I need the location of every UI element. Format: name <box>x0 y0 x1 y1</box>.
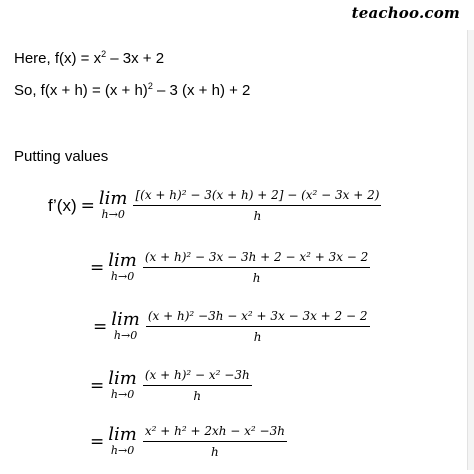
derivative-step-1 <box>48 188 381 223</box>
fraction-numerator: (x + h)² − 3x − 3h + 2 − x² + 3x − 2 <box>143 250 370 268</box>
fraction-numerator: [(x + h)² − 3(x + h) + 2] − (x² − 3x + 2) <box>133 188 381 206</box>
derivative-lhs: f’(x) <box>48 195 77 215</box>
limit-subscript: h→0 <box>101 208 125 221</box>
equals-sign: = <box>90 375 105 396</box>
equals-sign: = <box>90 257 105 278</box>
putting-values-label: Putting values <box>14 148 109 165</box>
fraction-denominator: h <box>193 389 202 403</box>
given-function-rest: – 3x + 2 <box>106 50 165 67</box>
given-function-line <box>14 50 164 67</box>
vertical-scrollbar[interactable] <box>467 30 474 470</box>
fraction-denominator: h <box>253 209 262 223</box>
limit-subscript: h→0 <box>110 388 135 401</box>
limit-word: lim <box>108 424 137 445</box>
derivative-step-4 <box>90 368 252 403</box>
fraction-numerator: (x + h)² − x² −3h <box>143 368 252 386</box>
fraction <box>143 250 370 285</box>
limit-operator <box>108 370 137 401</box>
fraction-denominator: h <box>211 445 219 459</box>
equals-sign: = <box>90 431 105 452</box>
limit-subscript: h→0 <box>110 270 135 283</box>
fraction <box>143 368 252 403</box>
shifted-function-rest: – 3 (x + h) + 2 <box>152 82 251 99</box>
equals-sign: = <box>93 316 108 337</box>
given-function-text: Here, f(x) = x <box>14 50 102 67</box>
limit-subscript: h→0 <box>110 444 135 457</box>
fraction-numerator: x² + h² + 2xh − x² −3h <box>143 424 287 442</box>
fraction-numerator: (x + h)² −3h − x² + 3x − 3x + 2 − 2 <box>146 309 370 327</box>
limit-operator <box>99 190 128 221</box>
shifted-function-line <box>14 82 250 99</box>
shifted-function-exponent: 2 <box>147 81 153 91</box>
limit-word: lim <box>108 368 137 389</box>
derivative-step-5 <box>90 424 287 459</box>
limit-word: lim <box>111 309 140 330</box>
limit-operator <box>111 311 140 342</box>
teachoo-logo: teachoo.com <box>351 4 460 22</box>
fraction <box>143 424 287 459</box>
fraction <box>133 188 381 223</box>
fraction <box>146 309 370 344</box>
limit-word: lim <box>98 188 128 209</box>
limit-subscript: h→0 <box>113 329 138 342</box>
shifted-function-text: So, f(x + h) = (x + h) <box>14 82 148 99</box>
limit-word: lim <box>108 250 137 271</box>
derivative-step-3 <box>93 309 370 344</box>
equals-sign: = <box>80 195 95 216</box>
fraction-denominator: h <box>252 271 261 285</box>
limit-operator <box>108 426 137 457</box>
limit-operator <box>108 252 137 283</box>
given-function-exponent: 2 <box>101 49 107 59</box>
derivative-step-2 <box>90 250 370 285</box>
fraction-denominator: h <box>253 330 262 344</box>
